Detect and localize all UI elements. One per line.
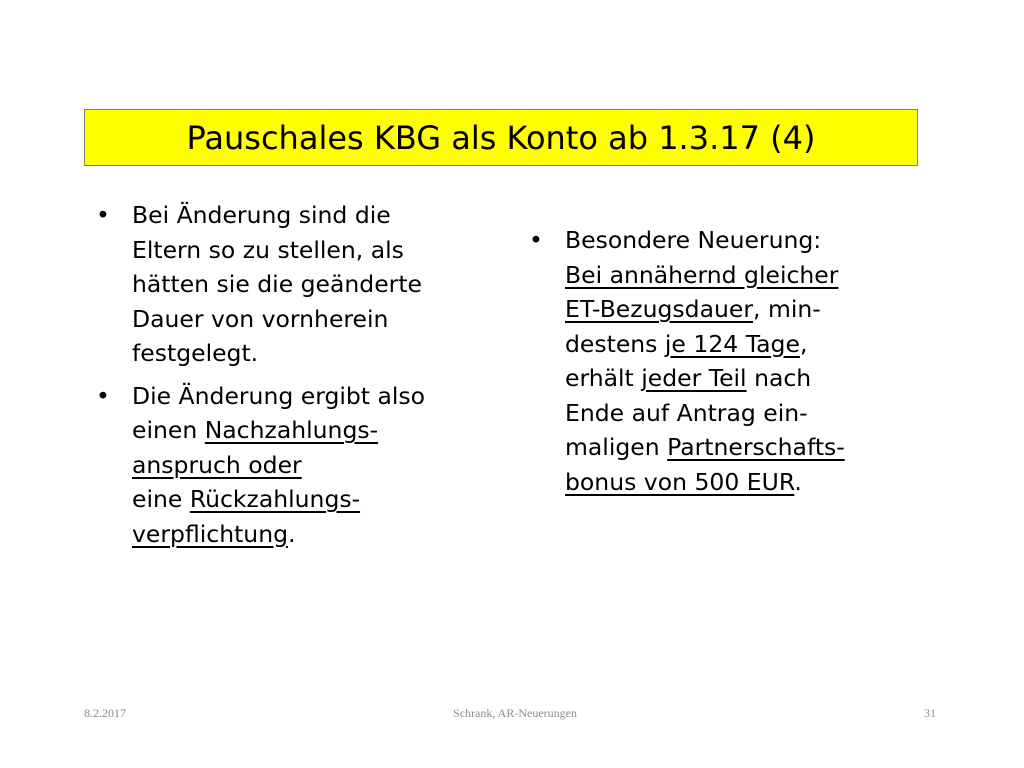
bullet-line: hätten sie die geänderte: [132, 270, 422, 298]
bullet-line: Bei Änderung sind die: [132, 201, 391, 229]
underlined-term: Rückzahlungs-: [189, 485, 361, 513]
slide-title: Pauschales KBG als Konto ab 1.3.17 (4): [186, 118, 816, 157]
left-bullet-list: [96, 198, 516, 551]
underlined-term: anspruch oder: [132, 450, 302, 479]
title-box: [84, 109, 918, 166]
text-run: maligen: [565, 433, 668, 461]
underlined-term: verpflichtung: [132, 519, 289, 548]
footer-date: 8.2.2017: [84, 706, 126, 720]
text-run: , min-: [753, 295, 821, 323]
text-run: einen: [132, 416, 205, 444]
underlined-term: je 124 Tage: [664, 329, 800, 358]
text-run: ,: [799, 329, 808, 358]
text-run: destens: [565, 329, 665, 358]
text-run: erhält: [565, 364, 642, 392]
underlined-term: Nachzahlungs-: [204, 416, 379, 444]
left-column: [96, 198, 516, 559]
text-run: eine: [132, 485, 190, 513]
bullet-line: festgelegt.: [132, 339, 259, 367]
bullet-icon: •: [96, 201, 110, 229]
text-run: .: [288, 519, 296, 548]
bullet-line: Ende auf Antrag ein-: [565, 398, 808, 427]
bullet-line: Besondere Neuerung:: [565, 226, 822, 254]
right-column: [529, 223, 929, 507]
bullet-icon: •: [96, 381, 110, 410]
bullet-line: Dauer von vornherein: [132, 304, 389, 333]
underlined-term: jeder Teil: [641, 364, 747, 392]
footer-page-number: 31: [924, 706, 936, 720]
bullet-icon: •: [529, 226, 543, 254]
underlined-term: ET-Bezugsdauer: [565, 295, 753, 323]
bullet-line: Eltern so zu stellen, als: [132, 235, 404, 264]
list-item: [529, 223, 929, 499]
list-item: [96, 379, 516, 552]
list-item: [96, 198, 516, 371]
bullet-line: Die Änderung ergibt also: [132, 381, 426, 410]
underlined-term: Partnerschafts-: [667, 433, 845, 461]
text-run: .: [794, 467, 802, 496]
underlined-term: bonus von 500 EUR: [565, 467, 795, 496]
right-bullet-list: [529, 223, 929, 499]
footer-center-text: Schrank, AR-Neuerungen: [453, 706, 577, 720]
underlined-term: Bei annähernd gleicher: [565, 260, 839, 289]
text-run: nach: [746, 364, 812, 392]
